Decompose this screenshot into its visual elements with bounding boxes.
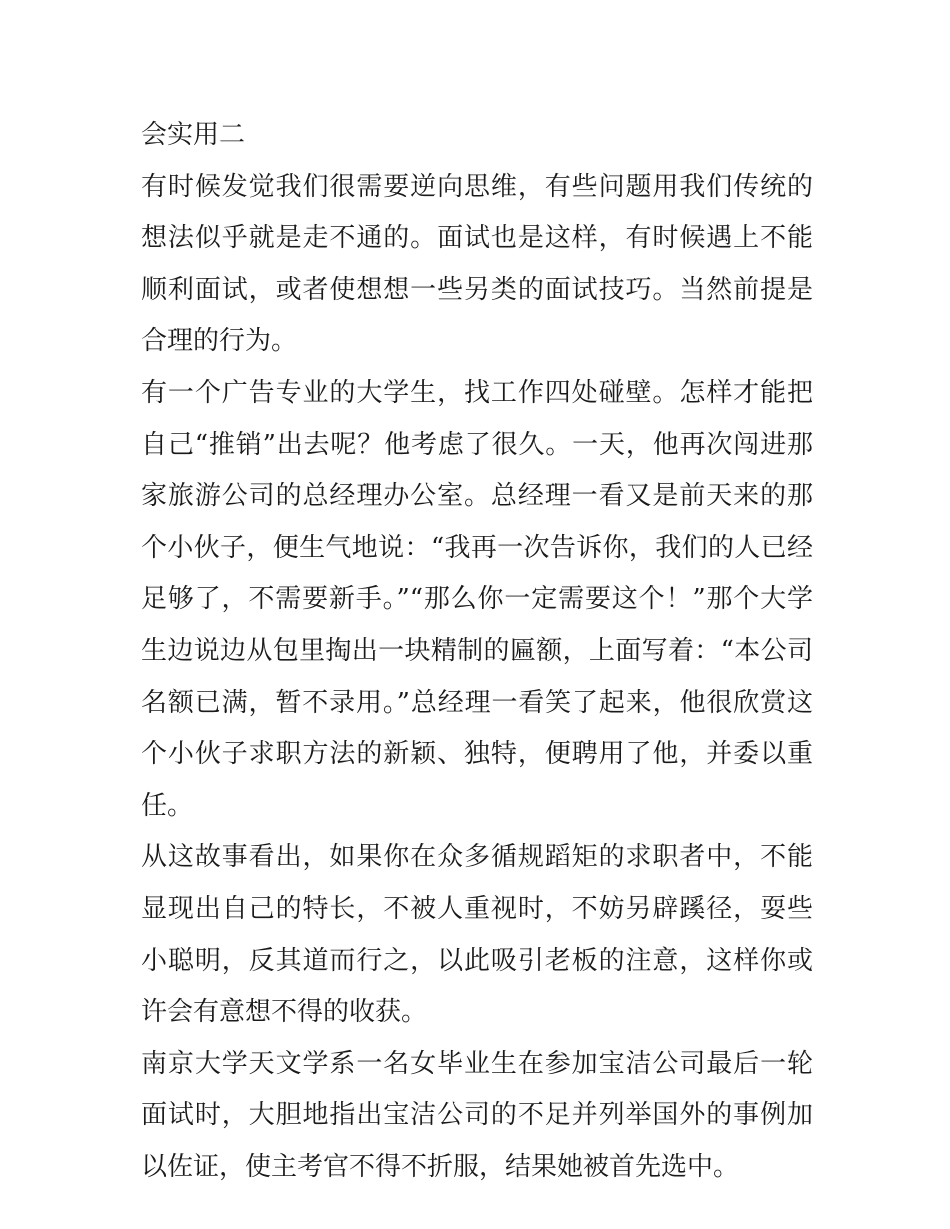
- document-body: [141, 110, 813, 1193]
- document-heading: 会实用二: [141, 120, 246, 150]
- paragraph-reverse-thinking: 有时候发觉我们很需要逆向思维，有些问题用我们传统的想法似乎就是走不通的。面试也是这样，有时候遇上不能顺利面试，或者使想想一些另类的面试技巧。当然前提是合理的行为。: [141, 171, 813, 357]
- paragraph-story-lesson: 从这故事看出，如果你在众多循规蹈矩的求职者中，不能显现出自己的特长，不被人重视时，不妨另辟蹊径，耍些小聪明，反其道而行之，以此吸引老板的注意，这样你或许会有意想不得的收获。: [141, 842, 813, 1028]
- paragraph-advertising-graduate: 有一个广告专业的大学生，找工作四处碰壁。怎样才能把自己“推销”出去呢？他考虑了很久。一天，他再次闯进那家旅游公司的总经理办公室。总经理一看又是前天来的那个小伙子，便生气地说：“我再一次告诉你，我们的人已经足够了，不需要新手。”“那么你一定需要这个！”那个大学生边说边从包里掏出一块精制的匾额，上面写着：“本公司名额已满，暂不录用。”总经理一看笑了起来，他很欣赏这个小伙子求职方法的新颖、独特，便聘用了他，并委以重任。: [141, 377, 813, 821]
- paragraph-nanjing-graduate: 南京大学天文学系一名女毕业生在参加宝洁公司最后一轮面试时，大胆地指出宝洁公司的不足并列举国外的事例加以佐证，使主考官不得不折服，结果她被首先选中。: [141, 1048, 813, 1182]
